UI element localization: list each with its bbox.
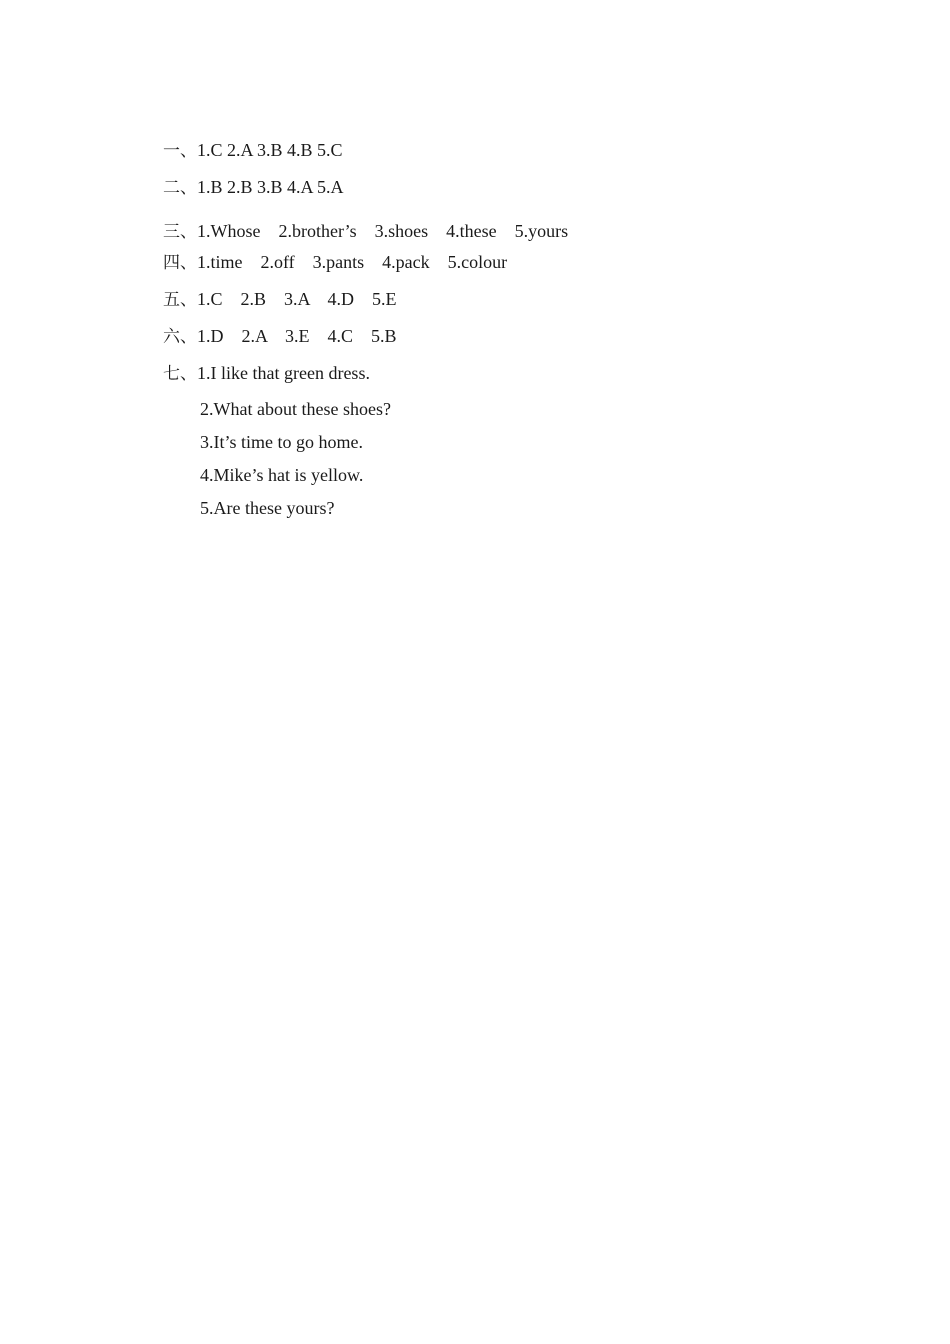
answer-text: 1.C 2.B 3.A 4.D 5.E — [197, 289, 397, 309]
section-marker: 七、 — [163, 364, 197, 384]
answer-text: 3.It’s time to go home. — [200, 432, 363, 452]
answer-text: 5.Are these yours? — [200, 498, 335, 518]
answer-text: 1.B 2.B 3.B 4.A 5.A — [197, 177, 344, 197]
section-marker: 四、 — [163, 253, 197, 273]
answer-text: 2.What about these shoes? — [200, 399, 391, 419]
answer-text: 1.time 2.off 3.pants 4.pack 5.colour — [197, 252, 508, 272]
answer-text: 1.I like that green dress. — [197, 363, 370, 383]
section-7-answer-5 — [182, 475, 334, 541]
section-marker: 五、 — [163, 290, 197, 310]
section-marker: 一、 — [163, 141, 197, 161]
answer-text: 1.Whose 2.brother’s 3.shoes 4.these 5.yours — [197, 221, 569, 241]
answer-text: 1.C 2.A 3.B 4.B 5.C — [197, 140, 343, 160]
section-marker: 三、 — [163, 222, 197, 242]
answer-text: 1.D 2.A 3.E 4.C 5.B — [197, 326, 397, 346]
answer-text: 4.Mike’s hat is yellow. — [200, 465, 364, 485]
section-marker: 二、 — [163, 178, 197, 198]
section-marker: 六、 — [163, 327, 197, 347]
